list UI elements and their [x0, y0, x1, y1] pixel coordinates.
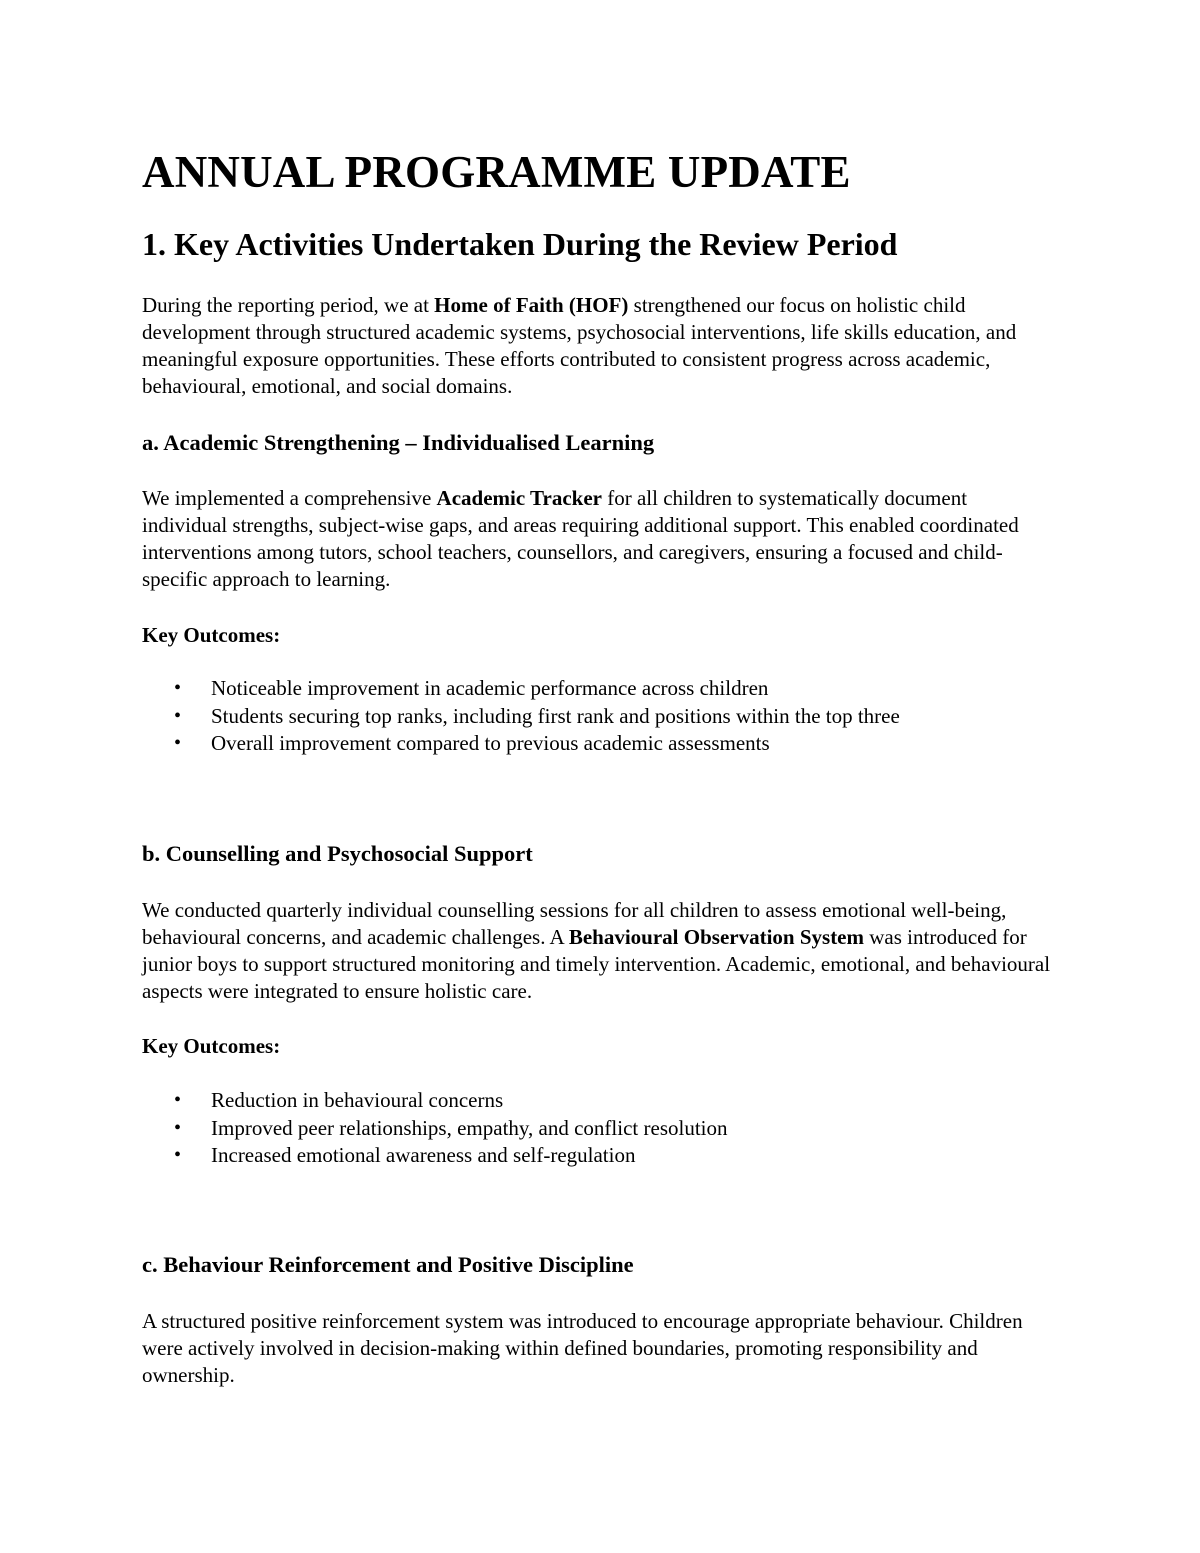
- section-b-bold-term: Behavioural Observation System: [568, 925, 864, 949]
- section-c-paragraph: A structured positive reinforcement system was introduced to encourage appropriate behaviour. Children were actively involved in decision-making within defined boundaries, promoting responsibility and ownership.: [142, 1309, 1023, 1387]
- bullet-icon: •: [174, 732, 182, 754]
- section-b-outcomes-list: [142, 1087, 728, 1170]
- bullet-icon: •: [174, 677, 182, 699]
- section-a-outcomes-label: Key Outcomes:: [142, 623, 281, 647]
- section-b-text-2: was introduced for junior boys to support structured monitoring and timely intervention. Academic, emotional, and behavioural aspects were integrated to ensure holistic care.: [142, 925, 1051, 1003]
- section-b-text-1: We conducted quarterly individual counselling sessions for all children to assess emotional well-being, behavioural concerns, and academic challenges. A: [142, 898, 1007, 949]
- section-a-heading: a. Academic Strengthening – Individualised Learning: [142, 430, 655, 455]
- section-b-heading: b. Counselling and Psychosocial Support: [142, 841, 533, 866]
- intro-paragraph: [142, 292, 1057, 400]
- list-item: • Reduction in behavioural concerns: [142, 1087, 728, 1115]
- section-a-outcomes-list: [142, 675, 900, 758]
- bullet-icon: •: [174, 704, 182, 727]
- list-item: • Students securing top ranks, including first rank and positions within the top three: [142, 703, 900, 731]
- list-item: • Noticeable improvement in academic performance across children: [142, 675, 900, 703]
- intro-bold-org: Home of Faith (HOF): [434, 293, 629, 317]
- section-a-bold-term: Academic Tracker: [436, 486, 602, 510]
- section-heading: 1. Key Activities Undertaken During the Review Period: [142, 226, 898, 262]
- list-item: • Improved peer relationships, empathy, and conflict resolution: [142, 1115, 728, 1143]
- section-b-outcomes-label: Key Outcomes:: [142, 1034, 281, 1058]
- section-a-text-1: We implemented a comprehensive: [142, 486, 437, 510]
- bullet-icon: •: [174, 1089, 182, 1111]
- section-b-paragraph: [142, 897, 1057, 1005]
- document-title: ANNUAL PROGRAMME UPDATE: [142, 147, 851, 197]
- section-a-text-2: for all children to systematically document individual strengths, subject-wise gaps, and areas requiring additional support. This enabled coordinated interventions among tutors, school teachers, counsellors, and caregivers, ensuring a focused and child-specific approach to learning.: [142, 486, 1019, 591]
- bullet-icon: •: [174, 1144, 182, 1166]
- intro-text-2: strengthened our focus on holistic child development through structured academic systems, psychosocial interventions, life skills education, and meaningful exposure opportunities. These efforts contributed to consistent progress across academic, behavioural, emotional, and social domains.: [142, 293, 1017, 398]
- section-a-paragraph: [142, 485, 1057, 593]
- list-item: • Overall improvement compared to previous academic assessments: [142, 730, 900, 758]
- intro-text-1: During the reporting period, we at: [142, 293, 435, 317]
- section-c-heading: c. Behaviour Reinforcement and Positive Discipline: [142, 1252, 634, 1277]
- list-item: • Increased emotional awareness and self-regulation: [142, 1142, 728, 1170]
- bullet-icon: •: [174, 1116, 182, 1139]
